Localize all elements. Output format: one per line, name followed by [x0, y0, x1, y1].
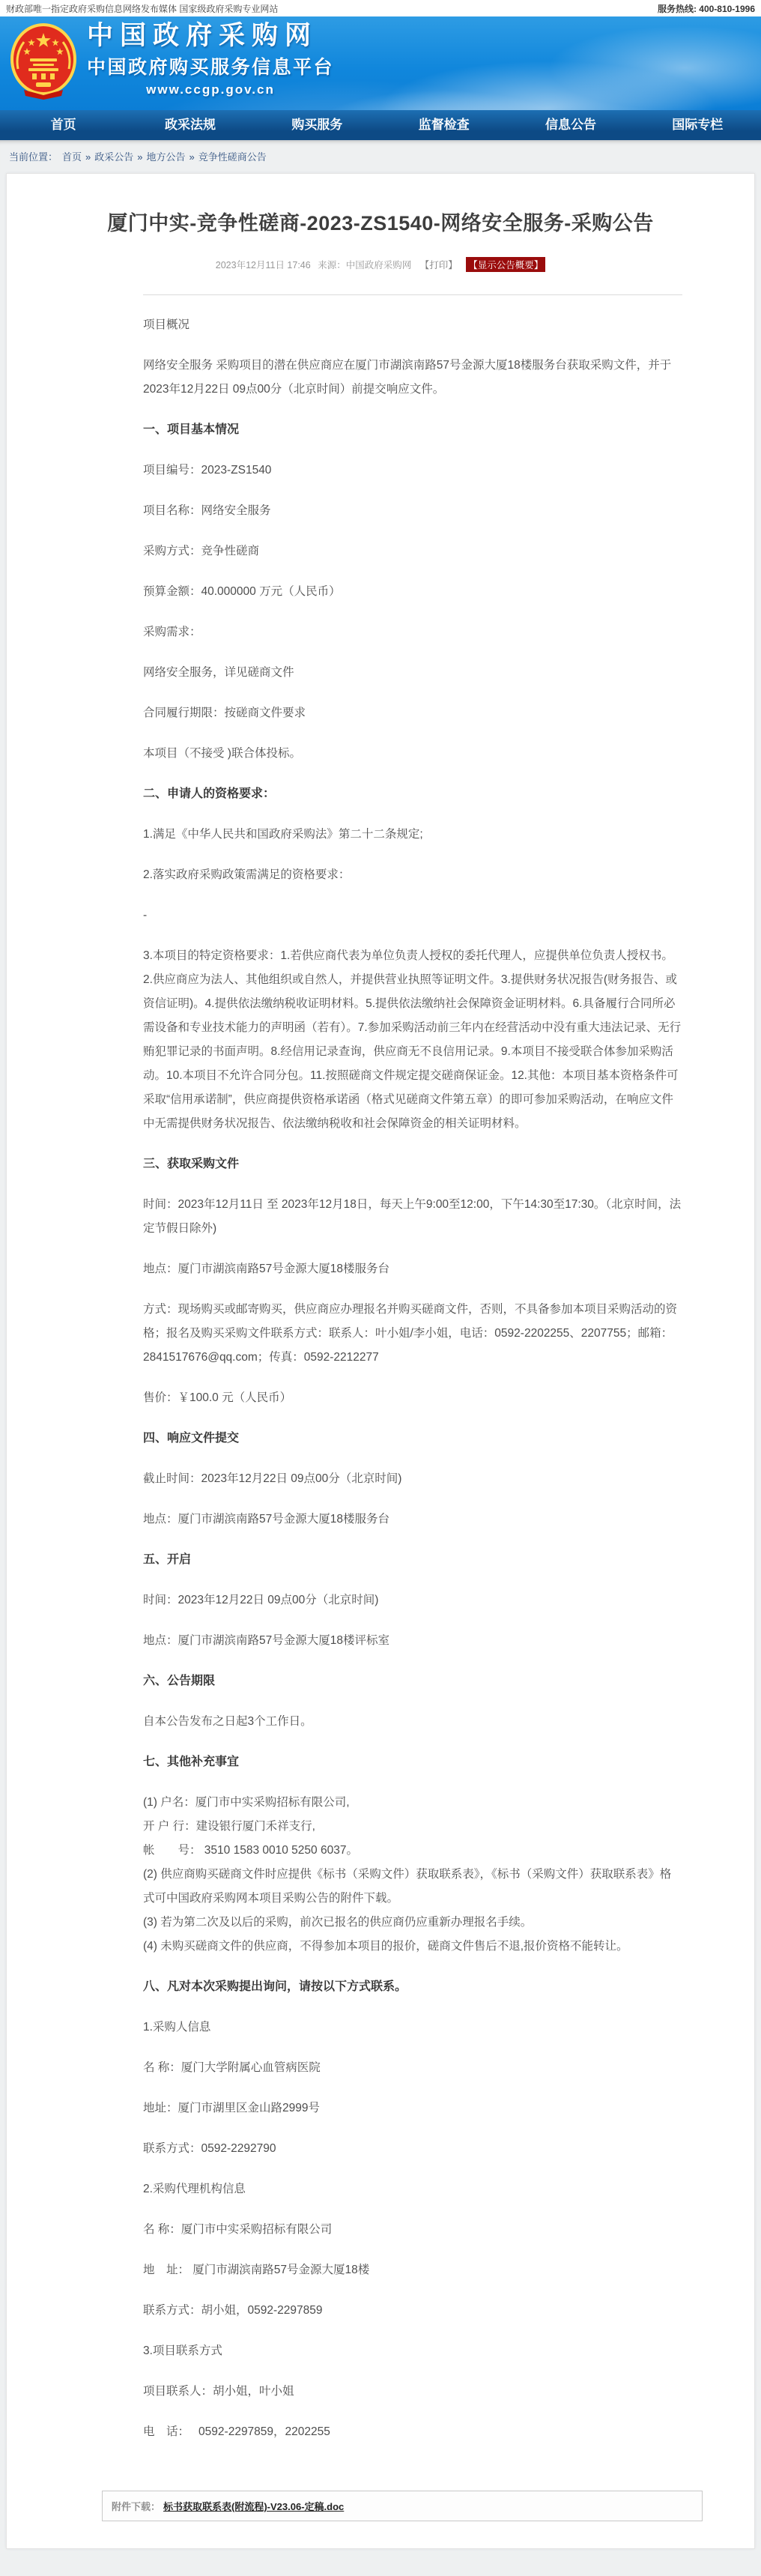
- attachment-link[interactable]: 标书获取联系表(附流程)-V23.06-定稿.doc: [163, 2501, 345, 2512]
- attachment-label: 附件下载：: [112, 2501, 161, 2512]
- paragraph: 项目编号：2023-ZS1540: [143, 464, 272, 477]
- paragraph: 电 话： 0592-2297859，2202255: [143, 2425, 330, 2438]
- paragraph: 预算金额：40.000000 万元（人民币）: [143, 585, 341, 598]
- paragraph: 2.采购代理机构信息: [143, 2183, 246, 2195]
- paragraph: 采购需求：: [143, 626, 201, 638]
- main-nav: [0, 110, 761, 140]
- paragraph: 2.落实政府采购政策需满足的资格要求：: [143, 868, 351, 881]
- paragraph: 项目概况: [143, 318, 190, 331]
- breadcrumb-separator: »: [85, 151, 91, 163]
- paragraph: 网络安全服务 采购项目的潜在供应商应在厦门市湖滨南路57号金源大厦18楼服务台获取采购文件，并于2023年12月22日 09点00分（北京时间）前提交响应文件。: [143, 359, 672, 396]
- site-header: [0, 16, 761, 110]
- national-emblem-logo: [9, 22, 78, 104]
- section-heading: 一、项目基本情况: [143, 423, 240, 436]
- paragraph: 名 称：厦门市中实采购招标有限公司: [143, 2223, 333, 2236]
- page-title: 厦门中实-竞争性磋商-2023-ZS1540-网络安全服务-采购公告: [107, 212, 654, 235]
- paragraph: 截止时间：2023年12月22日 09点00分（北京时间): [143, 1472, 402, 1485]
- attachment-box: [102, 2491, 703, 2521]
- announcement-card: [6, 173, 755, 2549]
- section-heading: 六、公告期限: [143, 1675, 216, 1687]
- paragraph: 3.本项目的特定资格要求：1.若供应商代表为单位负责人授权的委托代理人，应提供单位负责人授权书。2.供应商应为法人、其他组织或自然人，并提供营业执照等证明文件。3.提供财务状况报告(财务报告、或资信证明)。4.提供依法缴纳税收证明材料。5.提供依法缴纳社会保障资金证明材料。6.具备履行合同所必需设备和专业技术能力的声明函（若有）。7.参加采购活动前三年内在经营活动中没有重大违法记录、无行贿犯罪记录的书面声明。8.经信用记录查询，供应商无不良信用记录。9.本项目不接受联合体参加采购活动。10.本项目不允许合同分包。11.按照磋商文件规定提交磋商保证金。12.其他：本项目基本资格条件可采取“信用承诺制”，供应商提供资格承诺函（格式见磋商文件第五章）的即可参加采购活动，在响应文件中无需提供财务状况报告、依法缴纳税收和社会保障资金的相关证明材料。: [143, 949, 682, 1130]
- paragraph: (1) 户名：厦门市中实采购招标有限公司, 开 户 行：建设银行厦门禾祥支行, 帐 号： 3510 1583 0010 5250 6037。 (2) 供应商购买磋商文件时应提供《标书（采购文件）获取联系表》，《标书（采购文件）获取联系表》格式可中国政府采购网本项目采购公告的附件下载。 (3) 若为第二次及以后的采购，前次已报名的供应商仍应重新办理报名手续。 (4) 未购买磋商文件的供应商，不得参加本项目的报价，磋商文件售后不退,报价资格不能转让。: [143, 1796, 672, 1953]
- section-heading: 三、获取采购文件: [143, 1158, 240, 1170]
- paragraph: 时间：2023年12月22日 09点00分（北京时间): [143, 1594, 379, 1606]
- paragraph: 地点：厦门市湖滨南路57号金源大厦18楼服务台: [143, 1263, 389, 1275]
- paragraph: 方式：现场购买或邮寄购买，供应商应办理报名并购买磋商文件，否则，不具备参加本项目采购活动的资格；报名及购买采购文件联系方式：联系人：叶小姐/李小姐，电话：0592-2202255、2207755；邮箱：2841517676@qq.com；传真：0592-2212277: [143, 1303, 678, 1364]
- paragraph: 联系方式：胡小姐，0592-2297859: [143, 2304, 323, 2317]
- paragraph: 地点：厦门市湖滨南路57号金源大厦18楼评标室: [143, 1634, 389, 1647]
- section-heading: 八、凡对本次采购提出询问，请按以下方式联系。: [143, 1980, 407, 1993]
- breadcrumb-items: [59, 151, 270, 163]
- paragraph: 本项目（不接受 )联合体投标。: [143, 747, 301, 760]
- paragraph: 售价：￥100.0 元（人民币）: [143, 1391, 292, 1404]
- site-subtitle: 中国政府购买服务信息平台: [87, 56, 335, 78]
- paragraph: 1.满足《中华人民共和国政府采购法》第二十二条规定;: [143, 828, 423, 841]
- paragraph: 时间：2023年12月11日 至 2023年12月18日，每天上午9:00至12:00，下午14:30至17:30。（北京时间，法定节假日除外): [143, 1198, 682, 1235]
- section-heading: 四、响应文件提交: [143, 1432, 240, 1445]
- paragraph: 名 称：厦门大学附属心血管病医院: [143, 2061, 321, 2074]
- breadcrumb-item-gov-announcements[interactable]: 政采公告: [94, 151, 134, 163]
- paragraph: -: [143, 909, 148, 922]
- nav-item-international[interactable]: 国际专栏: [672, 118, 724, 132]
- breadcrumb-item-home[interactable]: 首页: [62, 151, 82, 163]
- breadcrumb-separator: »: [137, 151, 143, 163]
- article-body: [7, 295, 754, 2444]
- nav-item-buy-services[interactable]: 购买服务: [291, 118, 343, 132]
- paragraph: 地 址： 厦门市湖滨南路57号金源大厦18楼: [143, 2264, 370, 2276]
- article-source: 来源：中国政府采购网: [318, 260, 412, 270]
- article-meta: [7, 257, 754, 272]
- paragraph: 采购方式：竞争性磋商: [143, 545, 260, 557]
- print-button[interactable]: 【打印】: [419, 260, 458, 270]
- publish-datetime: 2023年12月11日 17:46: [215, 260, 311, 270]
- paragraph: 3.项目联系方式: [143, 2344, 222, 2357]
- section-heading: 七、其他补充事宜: [143, 1756, 240, 1768]
- site-brand: [9, 22, 334, 104]
- topbar-hotline: 服务热线: 400-810-1996: [657, 3, 755, 14]
- paragraph: 1.采购人信息: [143, 2021, 211, 2034]
- breadcrumb-separator: »: [189, 151, 195, 163]
- paragraph: 合同履行期限：按磋商文件要求: [143, 707, 306, 719]
- paragraph: 自本公告发布之日起3个工作日。: [143, 1715, 312, 1728]
- site-url: www.ccgp.gov.cn: [146, 82, 275, 97]
- breadcrumb-label: 当前位置：: [9, 151, 58, 163]
- topbar-slogan: 财政部唯一指定政府采购信息网络发布媒体 国家级政府采购专业网站: [6, 3, 279, 14]
- nav-item-home[interactable]: 首页: [50, 118, 76, 132]
- breadcrumb-item-competitive-consultation[interactable]: 竞争性磋商公告: [198, 151, 267, 163]
- paragraph: 项目名称：网络安全服务: [143, 504, 271, 517]
- section-heading: 二、申请人的资格要求：: [143, 787, 276, 800]
- breadcrumb-item-local-announcements[interactable]: 地方公告: [146, 151, 186, 163]
- breadcrumb: [0, 140, 761, 173]
- paragraph: 网络安全服务，详见磋商文件: [143, 666, 294, 679]
- topbar: [0, 0, 761, 16]
- nav-item-announcements[interactable]: 信息公告: [545, 118, 596, 132]
- section-heading: 五、开启: [143, 1553, 192, 1566]
- nav-item-laws[interactable]: 政采法规: [164, 118, 216, 132]
- nav-item-supervision[interactable]: 监督检查: [418, 118, 470, 132]
- brand-text: [87, 22, 334, 97]
- paragraph: 项目联系人：胡小姐，叶小姐: [143, 2385, 294, 2398]
- paragraph: 地址：厦门市湖里区金山路2999号: [143, 2102, 320, 2114]
- paragraph: 联系方式：0592-2292790: [143, 2142, 276, 2155]
- paragraph: 地点：厦门市湖滨南路57号金源大厦18楼服务台: [143, 1513, 389, 1526]
- site-title: 中国政府采购网: [87, 21, 318, 50]
- show-summary-button[interactable]: 【显示公告概要】: [466, 257, 545, 272]
